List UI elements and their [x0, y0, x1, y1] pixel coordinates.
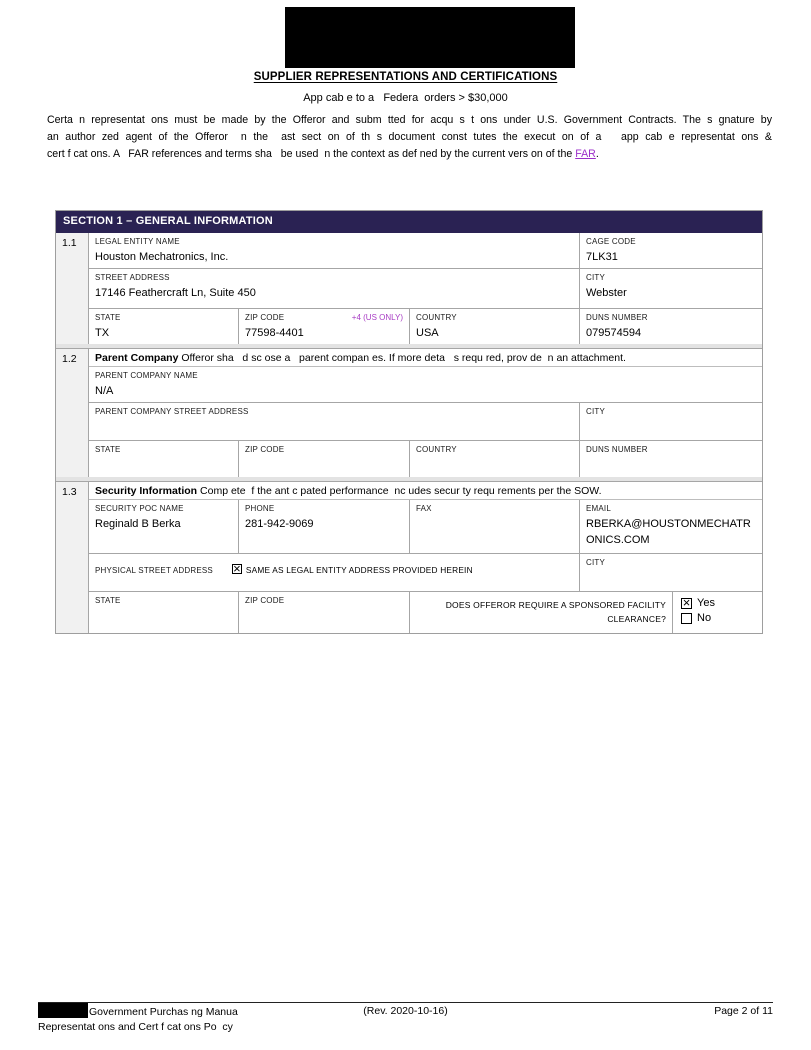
- field-legal-entity-name: [89, 233, 580, 268]
- footer-doc-title: Government Purchas ng Manua: [89, 1006, 238, 1018]
- form-row: [89, 554, 762, 592]
- form-row: [89, 403, 762, 441]
- intro-paragraph: [47, 112, 772, 163]
- field-security-city: [580, 554, 761, 591]
- footer-doc-subtitle: Representat ons and Cert f cat ons Po cy: [38, 1021, 233, 1033]
- item-number-1-2: 1.2: [56, 349, 89, 477]
- field-parent-company-name: [89, 367, 762, 402]
- field-security-zip: [239, 592, 410, 633]
- field-value: 079574594: [586, 327, 642, 339]
- field-label: EMAIL: [586, 504, 612, 513]
- field-value: USA: [416, 327, 439, 339]
- subsection-1-2-heading: [89, 349, 762, 367]
- yes-checkbox[interactable]: [681, 598, 692, 609]
- field-label: SECURITY POC NAME: [95, 504, 184, 513]
- field-cage-code: [580, 233, 761, 268]
- section-1-header: SECTION 1 – GENERAL INFORMATION: [56, 211, 762, 233]
- intro-period: .: [595, 148, 599, 160]
- clearance-question: DOES OFFEROR REQUIRE A SPONSORED FACILITY CLEARANCE?: [410, 592, 673, 633]
- footer-page-number: Page 2 of 11: [714, 1005, 773, 1017]
- heading-text: Offeror sha d sc ose a parent compan es. If more deta s requ red, prov de n an attachment.: [178, 352, 626, 364]
- form-row: [89, 269, 762, 309]
- field-parent-street-address: [89, 403, 580, 440]
- form-row: [89, 367, 762, 403]
- field-value: 77598-4401: [245, 327, 304, 339]
- field-label: DUNS NUMBER: [586, 445, 648, 454]
- field-label: PARENT COMPANY STREET ADDRESS: [95, 407, 249, 416]
- clearance-yes-option[interactable]: [681, 597, 755, 609]
- field-label: COUNTRY: [416, 445, 457, 454]
- field-label: PHONE: [245, 504, 275, 513]
- field-value: 281-942-9069: [245, 518, 314, 530]
- field-fax: [410, 500, 580, 553]
- field-security-poc-name: [89, 500, 239, 553]
- intro-line-3-text: cert f cat ons. A FAR references and terms sha be used n the context as def ned by the current vers on of the: [47, 148, 576, 160]
- subsection-1-2: [56, 349, 762, 477]
- form-row: [89, 592, 762, 633]
- field-label: CITY: [586, 407, 606, 416]
- no-checkbox[interactable]: [681, 613, 692, 624]
- same-as-legal-address-label: SAME AS LEGAL ENTITY ADDRESS PROVIDED HEREIN: [245, 565, 473, 575]
- yes-label: Yes: [697, 597, 715, 609]
- section-1-table: [55, 210, 763, 634]
- page-subtitle: App cab e to a Federa orders > $30,000: [303, 92, 508, 104]
- field-value: Webster: [586, 287, 627, 299]
- field-duns-number: [580, 309, 761, 344]
- field-label: CITY: [586, 558, 606, 567]
- field-parent-state: [89, 441, 239, 477]
- field-value: Houston Mechatronics, Inc.: [95, 251, 229, 263]
- clearance-options: [673, 592, 761, 633]
- field-label: STREET ADDRESS: [95, 273, 170, 282]
- field-parent-zip: [239, 441, 410, 477]
- field-label: ZIP CODE: [245, 313, 285, 322]
- far-link[interactable]: FAR: [575, 148, 596, 160]
- field-state: [89, 309, 239, 344]
- field-value: 17146 Feathercraft Ln, Suite 450: [95, 287, 256, 299]
- heading-text: Comp ete f the ant c pated performance nc udes secur ty requ rements per the SOW.: [197, 485, 602, 497]
- field-label: DUNS NUMBER: [586, 313, 648, 322]
- field-label: LEGAL ENTITY NAME: [95, 237, 180, 246]
- field-email: [580, 500, 761, 553]
- heading-bold: Security Information: [95, 485, 198, 497]
- field-label: CAGE CODE: [586, 237, 636, 246]
- field-value: RBERKA@HOUSTONMECHATRONICS.COM: [586, 518, 751, 546]
- field-country: [410, 309, 580, 344]
- field-value: N/A: [95, 385, 114, 397]
- heading-bold: Parent Company: [95, 352, 179, 364]
- redaction-box-top: [285, 7, 575, 68]
- field-label: FAX: [416, 504, 432, 513]
- field-city: [580, 269, 761, 308]
- field-label: PARENT COMPANY NAME: [95, 371, 198, 380]
- zip-plus4-note: +4 (US ONLY): [351, 313, 403, 322]
- footer-revision: (Rev. 2020-10-16): [363, 1005, 448, 1017]
- same-as-legal-address-checkbox[interactable]: [232, 564, 242, 574]
- intro-line-3: [47, 146, 772, 163]
- no-label: No: [697, 612, 712, 624]
- field-phone: [239, 500, 410, 553]
- field-security-state: [89, 592, 239, 633]
- item-number-1-1: 1.1: [56, 233, 89, 344]
- field-street-address: [89, 269, 580, 308]
- subsection-1-3-heading: [89, 482, 762, 500]
- field-parent-duns: [580, 441, 761, 477]
- field-value: TX: [95, 327, 110, 339]
- field-label: ZIP CODE: [245, 445, 285, 454]
- field-label: PHYSICAL STREET ADDRESS: [95, 566, 213, 575]
- item-number-1-3: 1.3: [56, 482, 89, 633]
- field-zip-code: [239, 309, 410, 344]
- subsection-1-1: [56, 233, 762, 344]
- field-parent-city: [580, 403, 761, 440]
- field-value: Reginald B Berka: [95, 518, 181, 530]
- field-value: 7LK31: [586, 251, 618, 263]
- form-row: [89, 309, 762, 344]
- form-row: [89, 233, 762, 269]
- field-label: CITY: [586, 273, 606, 282]
- field-label: ZIP CODE: [245, 596, 285, 605]
- subsection-1-3: [56, 482, 762, 633]
- field-label: STATE: [95, 445, 121, 454]
- intro-line-2: an author zed agent of the Offeror n the ast sect on of th s document const tutes the execut on of a app cab e representat ons &: [47, 131, 772, 143]
- intro-line-1: Certa n representat ons must be made by the Offeror and subm tted for acqu s t ons under U.S. Government Contracts. The s gnature by: [47, 114, 772, 126]
- page-title: SUPPLIER REPRESENTATIONS AND CERTIFICATIONS: [253, 71, 558, 83]
- field-parent-country: [410, 441, 580, 477]
- form-row: [89, 441, 762, 477]
- form-row: [89, 500, 762, 554]
- field-label: STATE: [95, 596, 121, 605]
- field-label: STATE: [95, 313, 121, 322]
- field-physical-street-address: [89, 554, 580, 591]
- clearance-no-option[interactable]: [681, 612, 755, 624]
- field-label: COUNTRY: [416, 313, 457, 322]
